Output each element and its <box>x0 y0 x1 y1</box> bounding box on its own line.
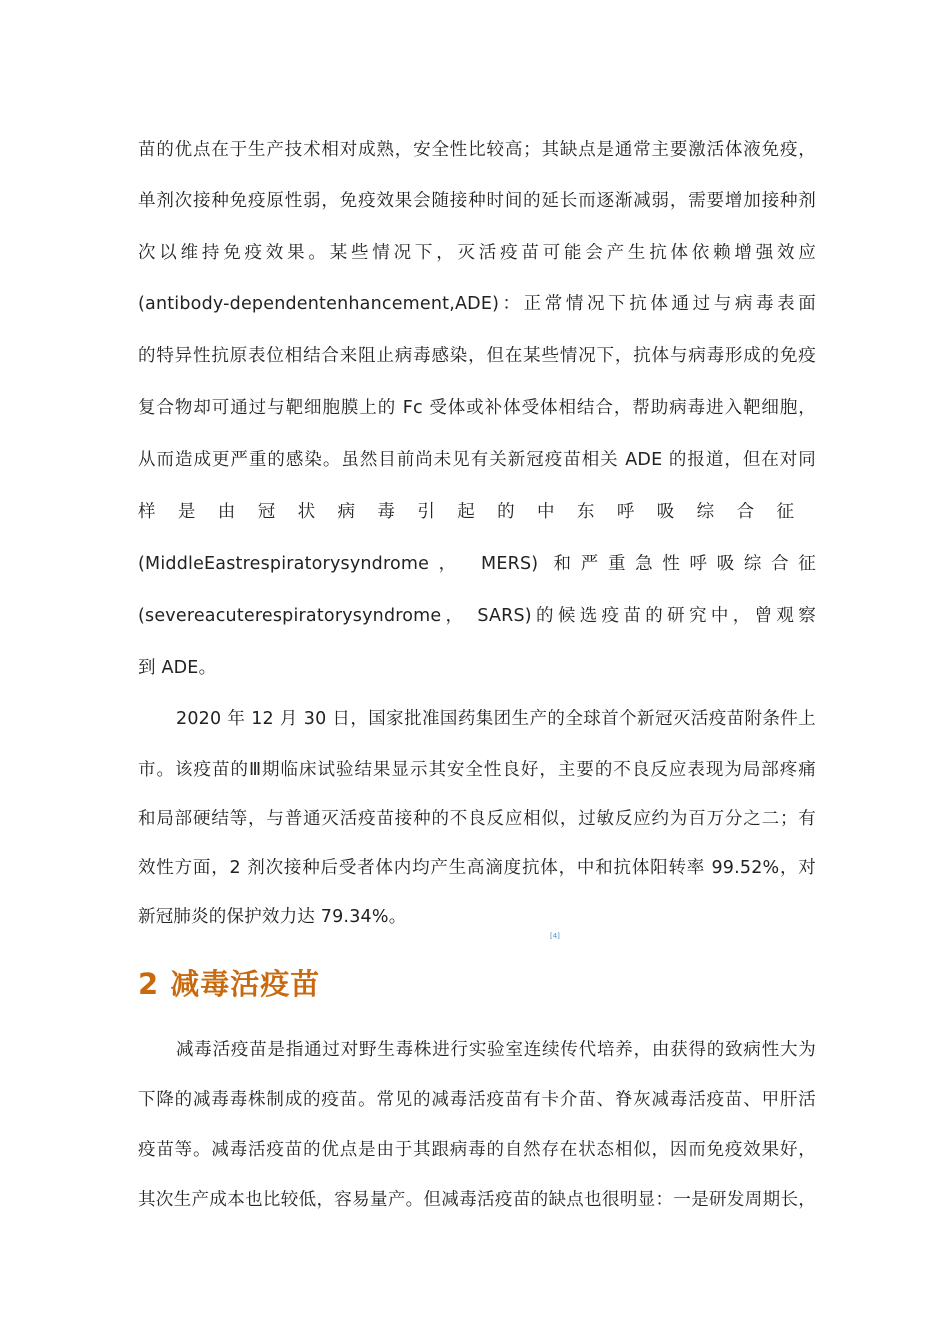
paragraph-1-line-7: 从而造成更严重的感染。虽然目前尚未见有关新冠疫苗相关 ADE 的报道，但在对同 <box>138 450 816 470</box>
paragraph-1-line-8: 样是由冠状病毒引起的中东呼吸综合征 <box>138 502 816 522</box>
paragraph-2-line-4: 效性方面，2 剂次接种后受者体内均产生高滴度抗体，中和抗体阳转率 99.52%，对 <box>138 858 816 878</box>
paragraph-3-line-2: 下降的减毒毒株制成的疫苗。常见的减毒活疫苗有卡介苗、脊灰减毒活疫苗、甲肝活 <box>138 1090 816 1110</box>
paragraph-1-line-5: 的特异性抗原表位相结合来阻止病毒感染，但在某些情况下，抗体与病毒形成的免疫 <box>138 346 816 366</box>
paragraph-2-line-3: 和局部硬结等，与普通灭活疫苗接种的不良反应相似，过敏反应约为百万分之二；有 <box>138 809 816 829</box>
paragraph-3-line-1: 减毒活疫苗是指通过对野生毒株进行实验室连续传代培养，由获得的致病性大为 <box>176 1040 816 1060</box>
paragraph-1-line-1: 苗的优点在于生产技术相对成熟，安全性比较高；其缺点是通常主要激活体液免疫， <box>138 140 816 160</box>
paragraph-1-line-6: 复合物却可通过与靶细胞膜上的 Fc 受体或补体受体相结合，帮助病毒进入靶细胞， <box>138 398 816 418</box>
paragraph-1-line-10: (severeacuterespiratorysyndrome， SARS)的候选疫苗的研究中，曾观察 <box>138 606 816 626</box>
paragraph-1-line-2: 单剂次接种免疫原性弱，免疫效果会随接种时间的延长而逐渐减弱，需要增加接种剂 <box>138 191 816 211</box>
paragraph-1-line-3: 次以维持免疫效果。某些情况下，灭活疫苗可能会产生抗体依赖增强效应 <box>138 243 816 263</box>
paragraph-2-line-2: 市。该疫苗的Ⅲ期临床试验结果显示其安全性良好，主要的不良反应表现为局部疼痛 <box>138 760 816 780</box>
citation-marker[interactable]: [4] <box>550 932 560 940</box>
paragraph-2-line-5: 新冠肺炎的保护效力达 79.34%。 <box>138 907 407 927</box>
paragraph-1-line-9: (MiddleEastrespiratorysyndrome， MERS) 和严重急性呼吸综合征 <box>138 554 816 574</box>
section-heading: 2 减毒活疫苗 <box>138 967 321 1001</box>
paragraph-1-line-4: (antibody-dependentenhancement,ADE)：正常情况下抗体通过与病毒表面 <box>138 294 816 314</box>
paragraph-2-line-1: 2020 年 12 月 30 日，国家批准国药集团生产的全球首个新冠灭活疫苗附条件上 <box>176 709 816 729</box>
paragraph-3-line-4: 其次生产成本也比较低，容易量产。但减毒活疫苗的缺点也很明显：一是研发周期长， <box>138 1190 816 1210</box>
paragraph-1-line-11: 到 ADE。 <box>138 658 217 678</box>
paragraph-3-line-3: 疫苗等。减毒活疫苗的优点是由于其跟病毒的自然存在状态相似，因而免疫效果好， <box>138 1140 816 1160</box>
